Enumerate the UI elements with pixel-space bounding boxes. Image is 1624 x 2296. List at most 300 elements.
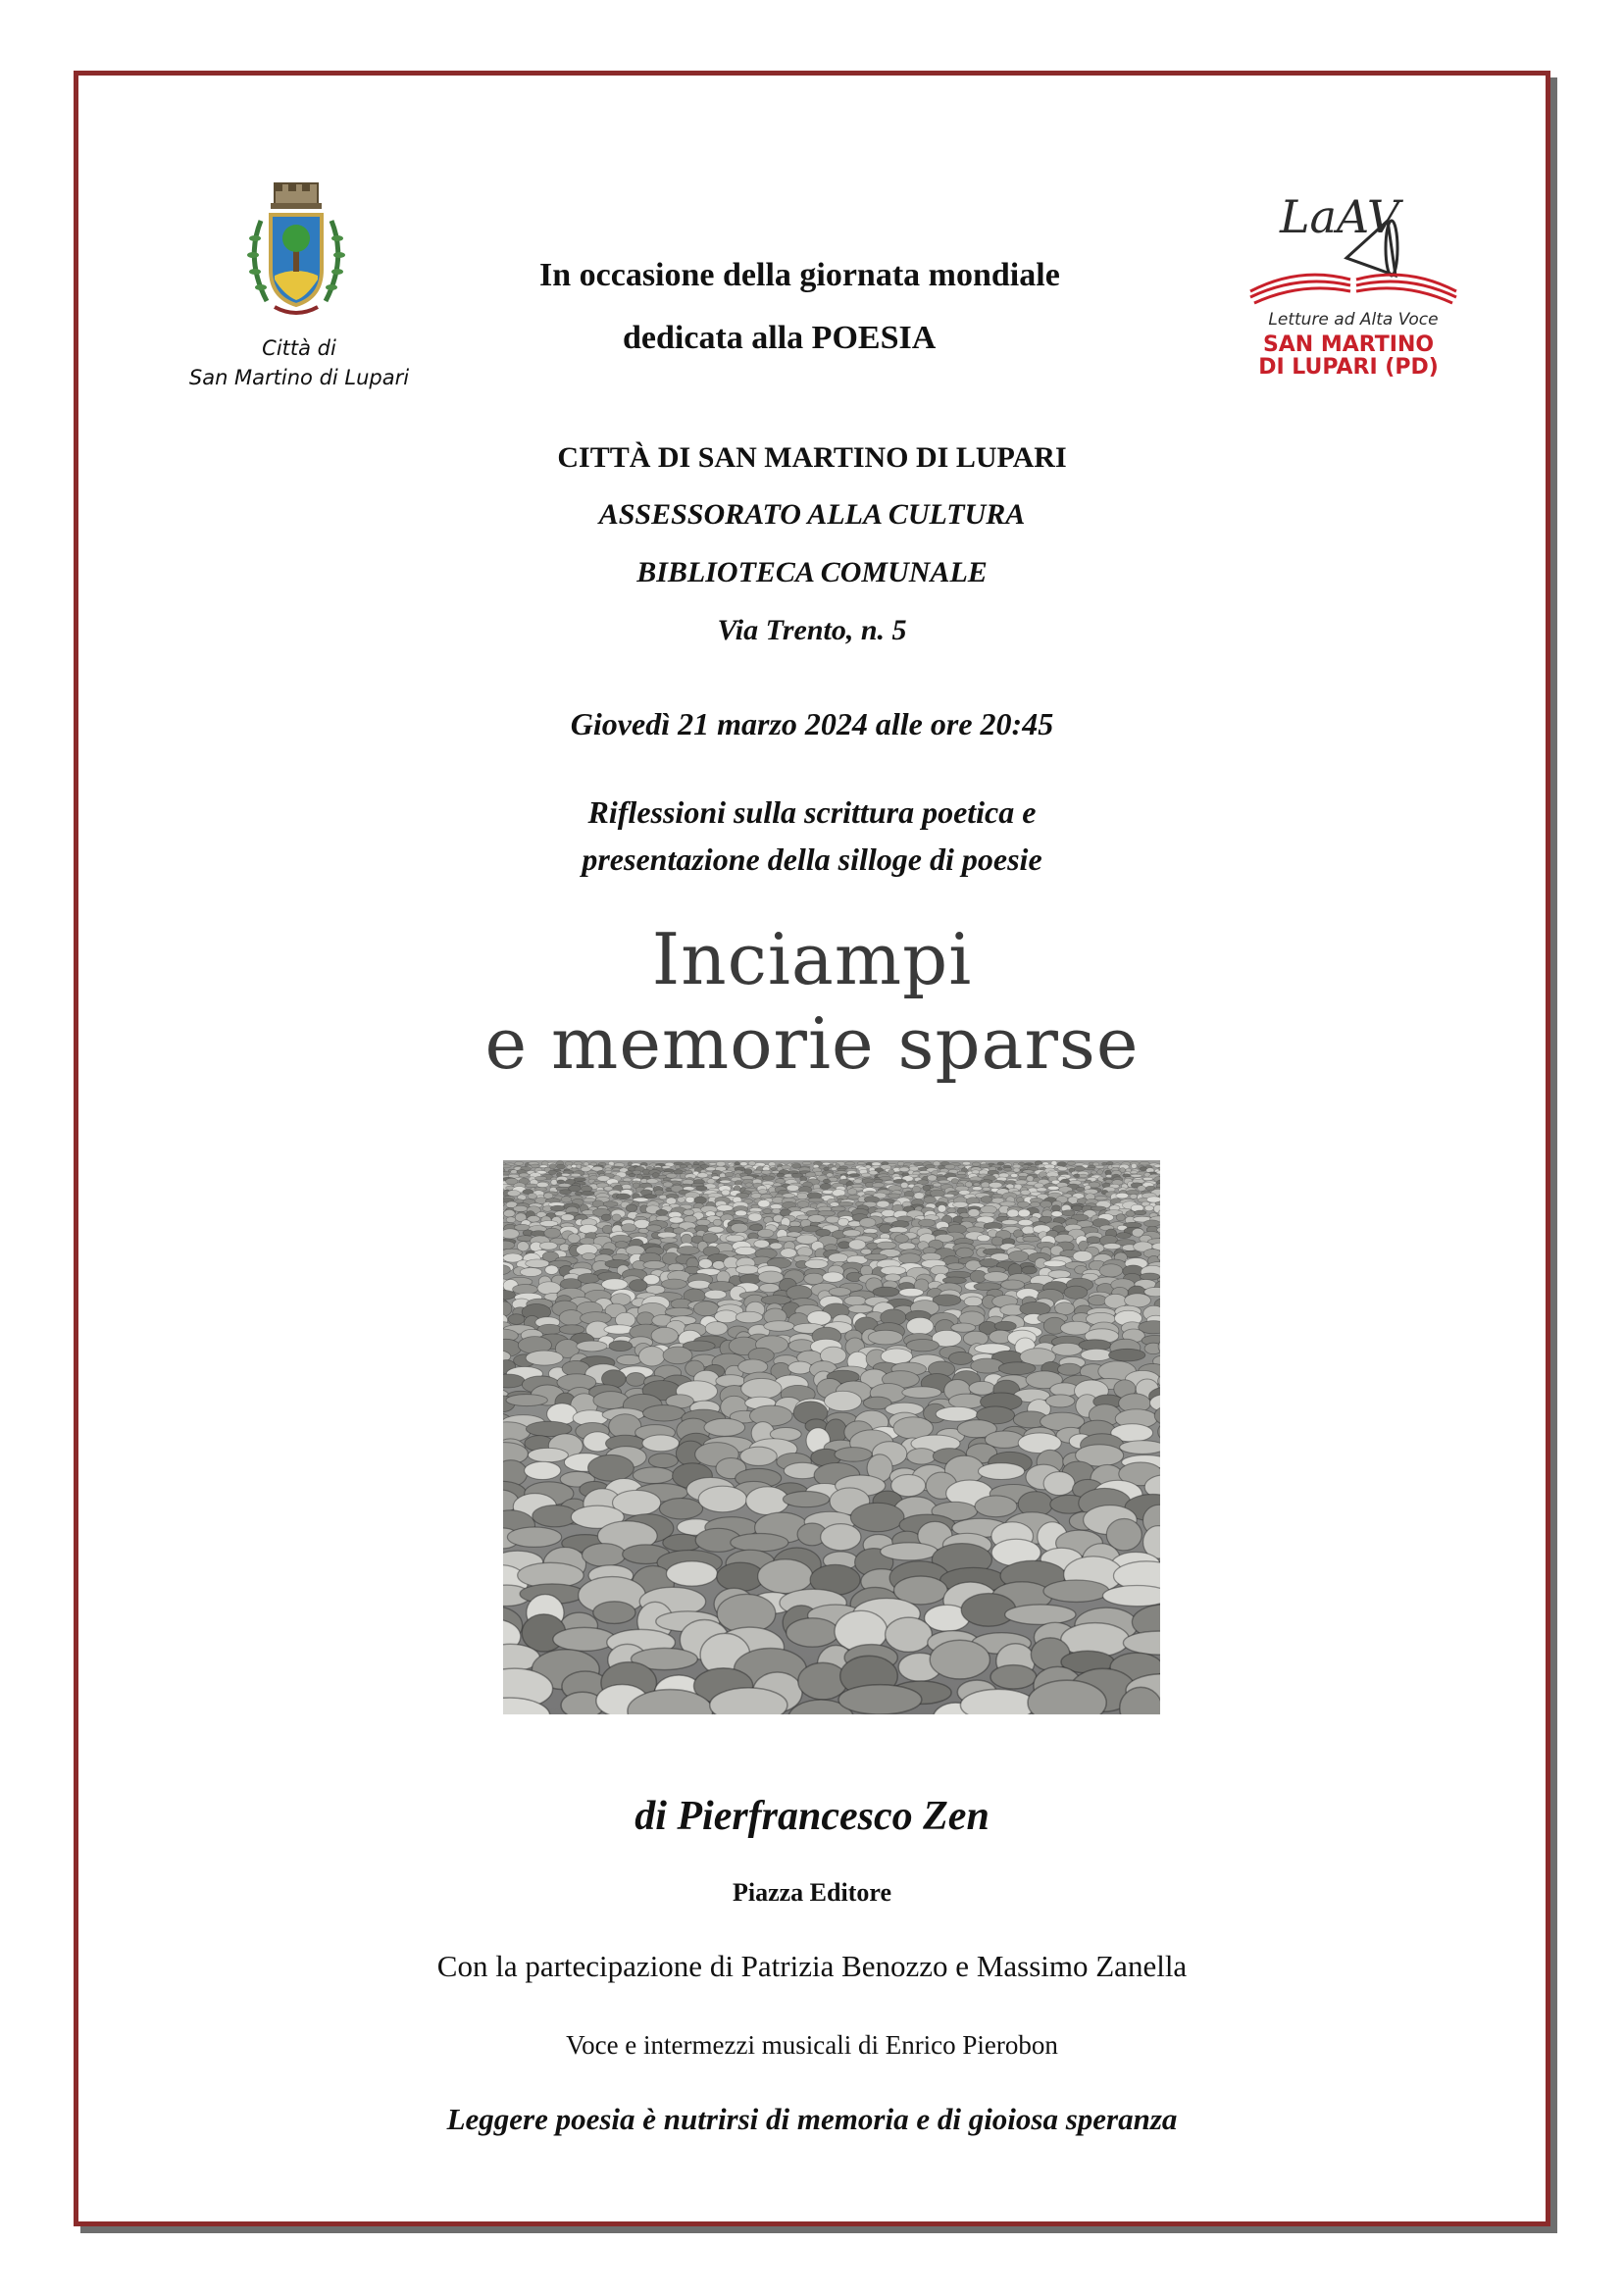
- pebble: [888, 1194, 900, 1199]
- pebble: [684, 1209, 694, 1215]
- pebble: [804, 1273, 824, 1284]
- pebble: [827, 1173, 834, 1177]
- pebble: [526, 1259, 549, 1268]
- pebble: [609, 1341, 633, 1352]
- pebble: [1076, 1187, 1084, 1191]
- pebble: [888, 1169, 895, 1174]
- pebble: [857, 1162, 865, 1165]
- pebble: [947, 1208, 956, 1213]
- pebbles-texture: [503, 1160, 1160, 1714]
- pebble: [930, 1640, 990, 1679]
- pebble: [788, 1361, 812, 1374]
- pebble: [665, 1307, 693, 1316]
- laav-place-line2: DI LUPARI (PD): [1258, 355, 1439, 380]
- pebble: [843, 1230, 861, 1237]
- pebble: [802, 1161, 811, 1164]
- pebble: [745, 1183, 753, 1187]
- pebble: [861, 1173, 871, 1177]
- pebble: [662, 1279, 687, 1289]
- pebble: [783, 1492, 829, 1507]
- pebble: [656, 1209, 668, 1215]
- pebble: [528, 1194, 536, 1199]
- pebble: [1144, 1343, 1160, 1353]
- pebble: [1135, 1210, 1146, 1215]
- pebble: [626, 1204, 637, 1212]
- pebble: [902, 1387, 941, 1399]
- pebble: [899, 1167, 909, 1172]
- pebble: [984, 1272, 1008, 1282]
- pebble: [892, 1221, 910, 1228]
- pebble: [1043, 1580, 1109, 1602]
- pebble: [888, 1186, 901, 1192]
- pebble: [787, 1618, 839, 1647]
- pebble: [949, 1352, 974, 1364]
- pebble: [623, 1178, 632, 1182]
- pebble: [537, 1282, 561, 1295]
- pebble: [503, 1171, 510, 1175]
- pebble: [912, 1186, 921, 1192]
- pebble: [545, 1265, 558, 1274]
- pebble: [773, 1183, 782, 1187]
- book-author: di Pierfrancesco Zen: [634, 1794, 990, 1839]
- pebble: [1001, 1280, 1025, 1290]
- pebble: [525, 1461, 561, 1479]
- pebble: [783, 1194, 795, 1198]
- pebble: [837, 1218, 848, 1226]
- pebble: [583, 1174, 588, 1177]
- book-cover-pebbles-image: [503, 1160, 1160, 1714]
- pebble: [848, 1304, 873, 1313]
- pebble: [980, 1258, 999, 1266]
- pebble: [617, 1354, 641, 1364]
- pebble: [643, 1261, 666, 1269]
- pebble: [991, 1194, 1002, 1198]
- pebble: [688, 1280, 711, 1289]
- pebble: [741, 1378, 782, 1399]
- pebble: [971, 1358, 1004, 1373]
- pebble: [895, 1235, 909, 1244]
- pebble: [503, 1229, 519, 1239]
- pebble: [1099, 1264, 1123, 1277]
- pebble: [797, 1201, 809, 1208]
- pebble: [832, 1206, 846, 1211]
- pebble: [1023, 1236, 1040, 1242]
- book-title-line2: e memorie sparse: [484, 1002, 1140, 1085]
- pebble: [685, 1197, 694, 1202]
- pebble: [583, 1544, 626, 1567]
- pebble: [829, 1253, 848, 1262]
- pebble: [805, 1259, 828, 1268]
- pebble: [998, 1362, 1036, 1375]
- pebble: [630, 1280, 648, 1292]
- pebble: [885, 1181, 894, 1184]
- pebble: [571, 1173, 581, 1177]
- pebble: [808, 1198, 824, 1202]
- pebble: [698, 1486, 746, 1512]
- book-publisher: Piazza Editore: [733, 1878, 891, 1907]
- pebble: [964, 1297, 982, 1306]
- pebble: [899, 1253, 921, 1264]
- pebble: [685, 1170, 692, 1173]
- pebble: [823, 1272, 843, 1282]
- pebble: [746, 1487, 789, 1515]
- pebble: [616, 1194, 630, 1199]
- laav-logo-icon: [1241, 181, 1466, 329]
- pebble: [1158, 1421, 1160, 1442]
- pebble: [1081, 1349, 1112, 1360]
- pebble: [626, 1373, 645, 1387]
- laav-logo-place: [1221, 333, 1476, 379]
- city-logo-caption-line2: San Martino di Lupari: [188, 366, 410, 389]
- pebble: [678, 1197, 685, 1202]
- pebble: [1051, 1211, 1062, 1217]
- pebble: [544, 1228, 561, 1238]
- pebble: [750, 1405, 793, 1426]
- pebble: [829, 1288, 851, 1297]
- pebble: [726, 1235, 744, 1242]
- pebble: [722, 1190, 730, 1196]
- pebble: [646, 1179, 658, 1184]
- pebble: [881, 1349, 912, 1364]
- pebble: [553, 1627, 616, 1651]
- pebble: [604, 1187, 613, 1192]
- pebble: [1022, 1226, 1035, 1234]
- pebble: [568, 1234, 581, 1244]
- pebble: [559, 1190, 571, 1195]
- event-subtitle-line1: Riflessioni sulla scrittura poetica e: [587, 794, 1037, 830]
- pebble: [942, 1277, 966, 1284]
- pebble: [550, 1205, 565, 1211]
- pebble: [1058, 1363, 1082, 1375]
- pebble: [1089, 1296, 1107, 1305]
- pebble: [824, 1167, 830, 1170]
- pebble: [588, 1454, 634, 1481]
- pebble: [761, 1170, 771, 1174]
- pebble: [1008, 1250, 1029, 1261]
- pebble: [717, 1562, 764, 1591]
- pebble: [694, 1197, 707, 1204]
- pebble: [563, 1170, 574, 1173]
- pebble: [882, 1209, 895, 1216]
- pebble: [956, 1248, 974, 1257]
- pebble: [736, 1311, 762, 1323]
- pebble: [901, 1182, 909, 1188]
- pebble: [583, 1252, 596, 1259]
- intro-line-2: [623, 320, 1309, 357]
- pebble: [646, 1225, 661, 1232]
- pebble: [720, 1180, 732, 1183]
- pebble: [787, 1185, 799, 1191]
- pebble: [787, 1286, 812, 1301]
- pebble: [919, 1219, 936, 1227]
- pebble: [1002, 1220, 1019, 1225]
- pebble: [758, 1190, 767, 1195]
- pebble: [952, 1201, 968, 1207]
- pebble: [805, 1172, 815, 1177]
- pebble: [531, 1164, 539, 1168]
- pebble: [580, 1225, 598, 1234]
- pebble: [907, 1317, 934, 1335]
- pebble: [503, 1215, 504, 1220]
- pebble: [561, 1214, 574, 1221]
- pebble: [677, 1247, 699, 1255]
- pebble: [667, 1561, 718, 1586]
- pebble: [872, 1162, 881, 1166]
- pebble: [1040, 1200, 1052, 1207]
- pebble: [674, 1162, 684, 1165]
- pebble: [642, 1435, 679, 1452]
- pebble: [1140, 1273, 1159, 1280]
- pebble: [1064, 1286, 1088, 1299]
- pebble: [962, 1161, 970, 1165]
- credits-motto: Leggere poesia è nutrirsi di memoria e di gioiosa speranza: [446, 2102, 1178, 2136]
- pebble: [559, 1310, 584, 1326]
- pebble: [821, 1524, 861, 1551]
- pebble: [816, 1229, 831, 1236]
- pebble: [528, 1448, 568, 1461]
- pebble: [643, 1405, 685, 1421]
- pebble: [944, 1164, 955, 1169]
- pebble: [615, 1242, 629, 1249]
- pebble: [629, 1174, 635, 1177]
- pebble: [1132, 1163, 1138, 1168]
- pebble: [705, 1290, 727, 1299]
- pebble: [1091, 1171, 1096, 1174]
- pebble: [1109, 1349, 1145, 1361]
- pebble: [918, 1167, 927, 1170]
- pebble: [938, 1205, 946, 1213]
- pebble: [1073, 1250, 1092, 1261]
- pebble: [1037, 1188, 1047, 1192]
- pebble: [539, 1242, 557, 1250]
- pebble: [515, 1161, 524, 1165]
- pebble: [633, 1467, 674, 1484]
- pebble: [715, 1310, 738, 1323]
- pebble: [504, 1209, 516, 1217]
- pebble: [845, 1162, 855, 1165]
- pebble: [838, 1201, 853, 1206]
- pebble: [581, 1186, 592, 1192]
- pebble: [707, 1179, 715, 1184]
- organizer-address: Via Trento, n. 5: [717, 614, 907, 646]
- pebble: [1062, 1210, 1075, 1216]
- pebble: [1035, 1183, 1044, 1188]
- pebble: [1027, 1176, 1034, 1182]
- pebble: [666, 1173, 677, 1178]
- pebble: [1095, 1165, 1104, 1168]
- pebble: [526, 1351, 563, 1365]
- pebble: [764, 1321, 794, 1332]
- pebble: [536, 1182, 548, 1187]
- pebble: [1142, 1177, 1152, 1180]
- pebble: [706, 1167, 716, 1171]
- pebble: [874, 1179, 883, 1183]
- pebble: [740, 1447, 778, 1465]
- book-title-line1: Inciampi: [651, 918, 973, 1000]
- pebble: [980, 1164, 990, 1168]
- pebble: [997, 1168, 1002, 1171]
- pebble: [777, 1237, 797, 1243]
- pebble: [622, 1224, 636, 1232]
- pebble: [897, 1161, 904, 1165]
- pebble: [753, 1170, 762, 1173]
- pebble: [823, 1179, 830, 1183]
- pebble: [757, 1229, 774, 1238]
- pebble: [519, 1173, 529, 1177]
- pebble: [1007, 1209, 1019, 1217]
- pebble: [939, 1180, 950, 1183]
- pebble: [503, 1165, 511, 1168]
- pebble: [557, 1180, 565, 1184]
- pebble: [691, 1165, 700, 1168]
- pebble: [626, 1246, 644, 1255]
- pebble: [602, 1225, 613, 1233]
- laav-logo-tagline: Letture ad Alta Voce: [1268, 310, 1439, 329]
- credits-participation: Con la partecipazione di Patrizia Benozzo e Massimo Zanella: [436, 1949, 1188, 1983]
- pebble: [1075, 1166, 1086, 1171]
- pebble: [697, 1173, 708, 1178]
- pebble: [560, 1279, 582, 1290]
- pebble: [885, 1274, 901, 1282]
- organizer-city: CITTÀ DI SAN MARTINO DI LUPARI: [557, 441, 1067, 474]
- pebble: [973, 1183, 980, 1187]
- intro-line-2-prefix: dedicata alla: [623, 320, 812, 356]
- pebble: [663, 1182, 673, 1187]
- pebble: [868, 1330, 902, 1345]
- pebble: [930, 1190, 944, 1197]
- pebble: [1138, 1186, 1145, 1192]
- pebble: [1052, 1343, 1083, 1355]
- pebble: [781, 1249, 796, 1258]
- credits-music: Voce e intermezzi musicali di Enrico Pierobon: [566, 2030, 1058, 2060]
- pebble: [981, 1182, 990, 1188]
- pebble: [1130, 1195, 1138, 1199]
- pebble: [1072, 1205, 1083, 1211]
- pebble: [770, 1243, 783, 1250]
- pebble: [1117, 1233, 1132, 1239]
- pebble: [1018, 1219, 1033, 1225]
- pebble: [1018, 1433, 1061, 1454]
- organizer-department: ASSESSORATO ALLA CULTURA: [598, 498, 1026, 531]
- pebble: [951, 1323, 976, 1332]
- pebble: [503, 1301, 512, 1316]
- pebble: [877, 1242, 896, 1250]
- pebble: [830, 1202, 839, 1207]
- pebble: [558, 1184, 571, 1188]
- pebble: [873, 1287, 899, 1297]
- pebble: [854, 1179, 863, 1184]
- pebble: [751, 1194, 762, 1199]
- pebble: [934, 1183, 941, 1187]
- pebble: [848, 1240, 865, 1250]
- pebble: [979, 1463, 1025, 1480]
- pebble: [972, 1187, 982, 1191]
- pebble: [699, 1258, 713, 1268]
- pebble: [638, 1347, 665, 1366]
- pebble: [798, 1662, 847, 1700]
- pebble: [660, 1238, 677, 1244]
- pebble: [861, 1249, 872, 1254]
- pebble: [758, 1199, 770, 1207]
- pebble: [526, 1184, 537, 1188]
- pebble: [1144, 1220, 1160, 1227]
- coat-of-arms-icon: [228, 181, 365, 329]
- pebble: [1106, 1175, 1112, 1178]
- pebble: [1079, 1174, 1088, 1178]
- pebble: [561, 1197, 572, 1202]
- pebble: [949, 1394, 986, 1408]
- pebble: [1022, 1266, 1038, 1274]
- pebble: [928, 1175, 938, 1181]
- pebble: [1067, 1161, 1076, 1165]
- pebble: [704, 1418, 745, 1436]
- pebble: [572, 1164, 577, 1167]
- pebble: [924, 1197, 937, 1203]
- pebble: [947, 1263, 965, 1270]
- pebble: [1051, 1205, 1060, 1212]
- city-logo-caption: [167, 333, 431, 392]
- pebble: [1043, 1260, 1066, 1267]
- pebble: [601, 1214, 611, 1221]
- pebble: [969, 1381, 995, 1395]
- pebble: [659, 1195, 667, 1199]
- pebble: [602, 1279, 629, 1290]
- pebble: [792, 1164, 801, 1169]
- pebble: [1126, 1211, 1136, 1217]
- pebble: [936, 1406, 978, 1421]
- pebble: [696, 1186, 708, 1191]
- pebble: [899, 1289, 924, 1297]
- pebble: [864, 1254, 888, 1260]
- pebble: [1140, 1161, 1149, 1165]
- pebble: [520, 1268, 541, 1277]
- pebble: [659, 1499, 702, 1519]
- pebble: [1058, 1167, 1068, 1171]
- pebble: [1097, 1170, 1103, 1175]
- pebble: [731, 1534, 788, 1552]
- pebble: [548, 1170, 556, 1175]
- pebble: [1106, 1162, 1113, 1165]
- book-title: [0, 917, 1624, 1086]
- pebble: [513, 1205, 528, 1211]
- pebble: [506, 1395, 547, 1406]
- pebble: [872, 1183, 885, 1188]
- pebble: [977, 1235, 990, 1242]
- pebble: [735, 1210, 746, 1216]
- pebble: [877, 1200, 889, 1207]
- pebble: [983, 1188, 990, 1192]
- pebble: [662, 1166, 671, 1169]
- city-logo-caption-line1: Città di: [262, 336, 336, 360]
- pebble: [762, 1176, 774, 1181]
- pebble: [748, 1213, 762, 1222]
- pebble: [693, 1301, 719, 1316]
- pebble: [1019, 1176, 1027, 1180]
- pebble: [1116, 1214, 1125, 1221]
- pebble: [713, 1261, 726, 1270]
- pebble: [582, 1192, 595, 1196]
- pebble: [914, 1193, 924, 1199]
- pebble: [1120, 1441, 1160, 1454]
- pebble: [835, 1448, 872, 1462]
- pebble: [648, 1454, 678, 1468]
- pebble: [1116, 1193, 1129, 1199]
- pebble: [825, 1391, 862, 1410]
- pebble: [680, 1165, 686, 1168]
- pebble: [577, 1341, 607, 1352]
- pebble: [968, 1209, 980, 1217]
- pebble: [716, 1161, 725, 1166]
